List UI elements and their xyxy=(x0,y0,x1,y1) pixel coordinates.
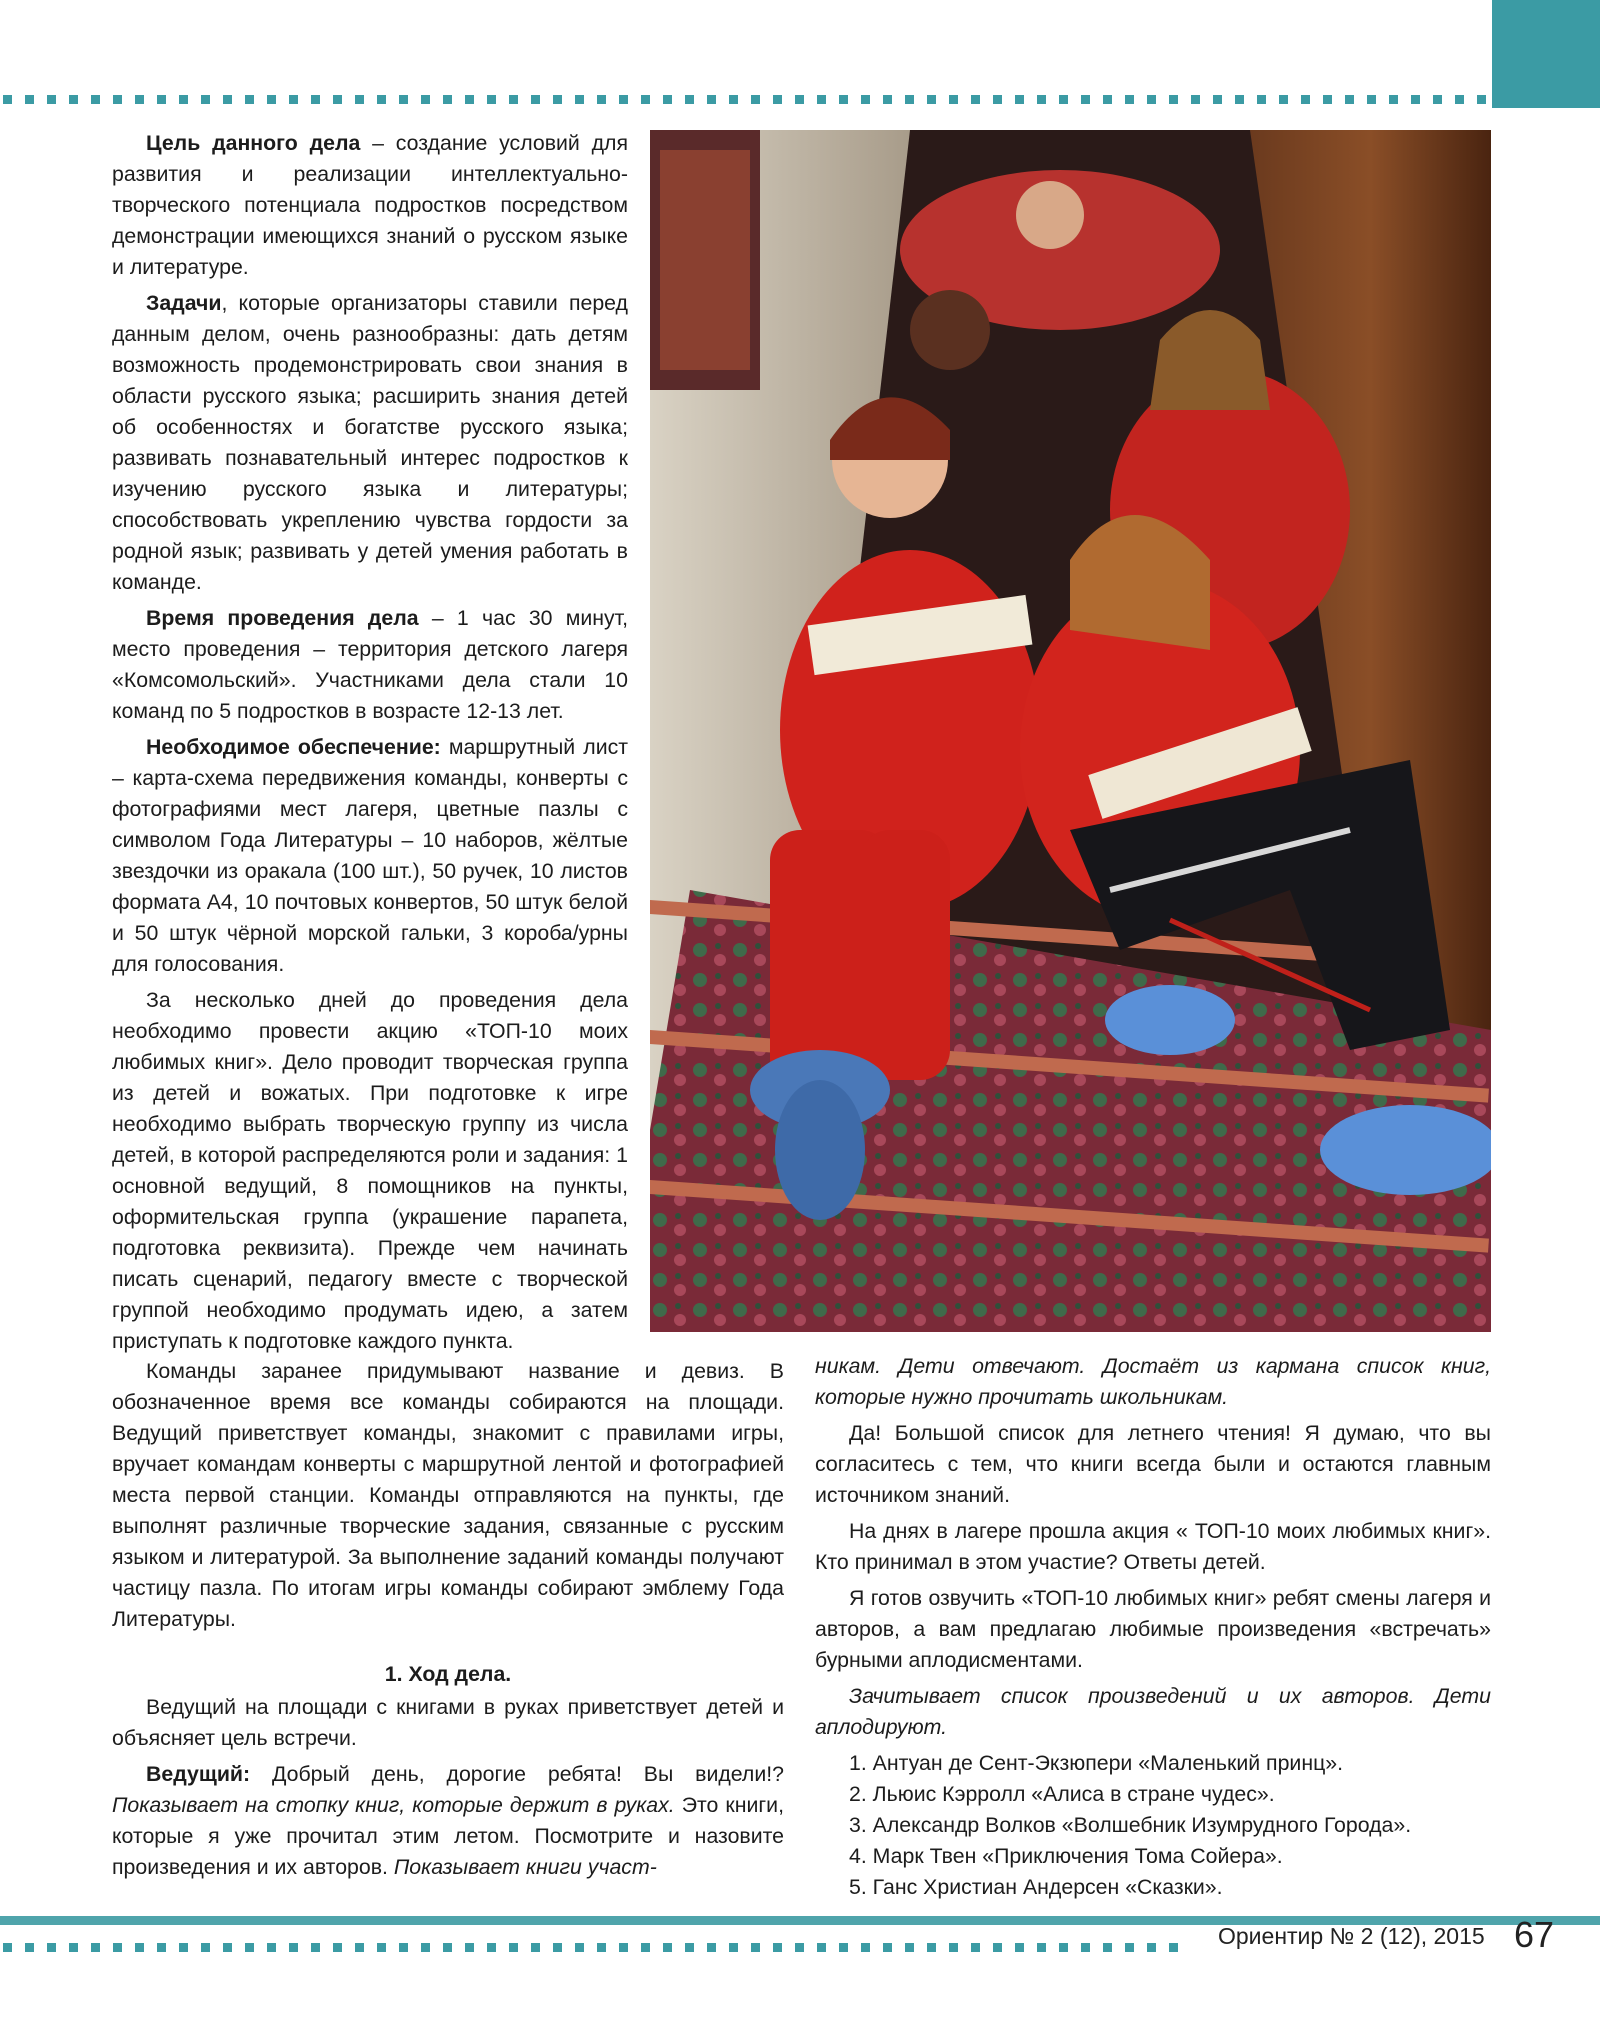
rule-dot xyxy=(1037,95,1046,104)
rule-dot xyxy=(971,1943,980,1952)
rule-dot xyxy=(267,1943,276,1952)
rule-dot xyxy=(1257,95,1266,104)
rule-dot xyxy=(113,1943,122,1952)
paragraph-teams: Команды заранее придумывают название и девиз. В обозначенное время все команды собираются на площади. Ведущий приветствует команды, знакомит с правилами игры, вручает командам конверты с маршрутной лентой и фотографией места первой станции. Команды отправляются на пункты, где выполнят различные творческие задания, связанные с русским языком и литературой. За выполнение заданий команды получают частицу пазла. По итогам игры команды собирают эмблему Года Литературы. xyxy=(112,1359,784,1631)
list-item: 1. Антуан де Сент-Экзюпери «Маленький принц». xyxy=(849,1751,1344,1775)
paragraph-preparation: За несколько дней до проведения дела необходимо провести акцию «ТОП-10 моих любимых книг». Дело проводит творческая группа из детей и вожатых. При подготовке к игре необходимо выбрать творческую группу из числа детей, в которой распределяются роли и задания: 1 основной ведущий, 8 помощников на пункты, оформительская группа (украшение парапета, подготовка реквизита). Прежде чем начинать писать сценарий, педагогу вместе с творческой группой необходимо продумать идею, а затем приступать к подготовке каждого пункта. xyxy=(112,988,628,1353)
rule-dot xyxy=(993,1943,1002,1952)
rule-dot xyxy=(465,1943,474,1952)
paragraph-host-intro: Ведущий на площади с книгами в руках приветствует детей и объясняет цель встречи. xyxy=(112,1695,784,1750)
label-tasks: Задачи xyxy=(146,291,222,315)
paragraph-reads-list: Зачитывает список произведений и их авторов. Дети аплодируют. xyxy=(815,1684,1491,1739)
rule-dot xyxy=(399,1943,408,1952)
corner-tab xyxy=(1492,0,1600,108)
rule-dot xyxy=(817,95,826,104)
rule-dot xyxy=(553,1943,562,1952)
rule-dot xyxy=(1389,95,1398,104)
rule-dot xyxy=(1279,95,1288,104)
rule-dot xyxy=(509,1943,518,1952)
rule-dot xyxy=(113,95,122,104)
rule-dot xyxy=(729,95,738,104)
rule-dot xyxy=(355,1943,364,1952)
rule-dot xyxy=(949,95,958,104)
rule-dot xyxy=(1345,95,1354,104)
rule-dot xyxy=(311,95,320,104)
rule-dot xyxy=(1125,1943,1134,1952)
rule-dot xyxy=(1103,95,1112,104)
rule-dot xyxy=(201,1943,210,1952)
rule-dot xyxy=(861,95,870,104)
rule-dot xyxy=(971,95,980,104)
rule-dot xyxy=(773,95,782,104)
rule-dot xyxy=(707,95,716,104)
list-item: 5. Ганс Христиан Андерсен «Сказки». xyxy=(849,1875,1223,1899)
rule-dot xyxy=(1367,95,1376,104)
rule-dot xyxy=(773,1943,782,1952)
rule-dot xyxy=(333,1943,342,1952)
rule-dot xyxy=(355,95,364,104)
rule-dot xyxy=(949,1943,958,1952)
paragraph-goal: Цель данного дела – создание условий для развития и реализации интеллектуально-творческого потенциала подростков посредством демонстрации имеющихся знаний о русском языке и литературе. xyxy=(112,131,628,279)
rule-dot xyxy=(751,95,760,104)
rule-dot xyxy=(377,1943,386,1952)
rule-dot xyxy=(751,1943,760,1952)
rule-dot xyxy=(1169,1943,1178,1952)
rule-dot xyxy=(597,95,606,104)
rule-dot xyxy=(663,95,672,104)
rule-dot xyxy=(839,1943,848,1952)
rule-dot xyxy=(839,95,848,104)
paragraph-big-list: Да! Большой список для летнего чтения! Я думаю, что вы согласитесь с тем, что книги всегда были и остаются главным источником знаний. xyxy=(815,1421,1491,1507)
rule-dot xyxy=(1059,1943,1068,1952)
rule-dot xyxy=(245,1943,254,1952)
label-goal: Цель данного дела xyxy=(146,131,361,155)
rule-dot xyxy=(157,95,166,104)
rule-dot xyxy=(377,95,386,104)
list-item: 2. Льюис Кэрролл «Алиса в стране чудес». xyxy=(849,1782,1275,1806)
rule-dot xyxy=(201,95,210,104)
rule-dot xyxy=(729,1943,738,1952)
left-column-top xyxy=(112,128,628,1362)
rule-dot xyxy=(531,1943,540,1952)
section-heading: 1. Ход дела. xyxy=(384,1662,512,1686)
rule-dot xyxy=(487,95,496,104)
rule-dot xyxy=(905,95,914,104)
rule-dot xyxy=(289,1943,298,1952)
rule-dot xyxy=(1059,95,1068,104)
bottom-dotted-rule xyxy=(0,1943,1200,1952)
rule-dot xyxy=(69,95,78,104)
paragraph-time: Время проведения дела – 1 час 30 минут, место проведения – территория детского лагеря «Комсомольский». Участниками дела стали 10 команд по 5 подростков в возрасте 12-13 лет. xyxy=(112,606,628,723)
rule-dot xyxy=(3,95,12,104)
rule-dot xyxy=(1323,95,1332,104)
paragraph-top10-action: На днях в лагере прошла акция « ТОП-10 моих любимых книг». Кто принимал в этом участие? Ответы детей. xyxy=(815,1519,1491,1574)
rule-dot xyxy=(553,95,562,104)
rule-dot xyxy=(795,95,804,104)
paragraph-equipment: Необходимое обеспечение: маршрутный лист – карта-схема передвижения команды, конверты с фотографиями мест лагеря, цветные пазлы с символом Года Литературы – 10 наборов, жёлтые звездочки из оракала (100 шт.), 50 ручек, 10 листов формата А4, 10 почтовых конвертов, 50 штук белой и 50 штук чёрной морской гальки, 3 короба/урны для голосования. xyxy=(112,735,628,976)
label-equipment: Необходимое обеспечение: xyxy=(146,735,441,759)
list-item: 3. Александр Волков «Волшебник Изумрудного Города». xyxy=(849,1813,1412,1837)
rule-dot xyxy=(1015,95,1024,104)
photo-children-reading xyxy=(650,130,1491,1332)
rule-dot xyxy=(1169,95,1178,104)
label-time: Время проведения дела xyxy=(146,606,419,630)
paragraph-announce: Я готов озвучить «ТОП-10 любимых книг» ребят смены лагеря и авторов, а вам предлагаю любимые произведения «встречать» бурными аплодисментами. xyxy=(815,1586,1491,1672)
rule-dot xyxy=(3,1943,12,1952)
rule-dot xyxy=(311,1943,320,1952)
paragraph-continued: никам. Дети отвечают. Достаёт из кармана список книг, которые нужно прочитать школьникам. xyxy=(815,1354,1491,1409)
rule-dot xyxy=(443,1943,452,1952)
rule-dot xyxy=(883,95,892,104)
rule-dot xyxy=(1455,95,1464,104)
rule-dot xyxy=(421,95,430,104)
rule-dot xyxy=(641,95,650,104)
rule-dot xyxy=(333,95,342,104)
paragraph-tasks: Задачи, которые организаторы ставили перед данным делом, очень разнообразны: дать детям возможность продемонстрировать свои знания в области русского языка; расширить знания детей об особенностях и богатстве русского языка; развивать познавательный интерес подростков к изучению русского языка и литературы; способствовать укреплению чувства гордости за родной язык; развивать у детей умения работать в команде. xyxy=(112,291,628,594)
rule-dot xyxy=(487,1943,496,1952)
paragraph-host-speech: Ведущий: Добрый день, дорогие ребята! Вы видели!? Показывает на стопку книг, которые держит в руках. Это книги, которые я уже прочитал этим летом. Посмотрите и назовите произведения и их авторов. Показывает книги участ- xyxy=(112,1762,784,1879)
rule-dot xyxy=(1191,95,1200,104)
rule-dot xyxy=(421,1943,430,1952)
rule-dot xyxy=(47,1943,56,1952)
rule-dot xyxy=(795,1943,804,1952)
rule-dot xyxy=(1103,1943,1112,1952)
rule-dot xyxy=(91,1943,100,1952)
rule-dot xyxy=(883,1943,892,1952)
rule-dot xyxy=(641,1943,650,1952)
rule-dot xyxy=(1147,95,1156,104)
rule-dot xyxy=(531,95,540,104)
rule-dot xyxy=(1081,95,1090,104)
rule-dot xyxy=(1125,95,1134,104)
rule-dot xyxy=(267,95,276,104)
rule-dot xyxy=(1477,95,1486,104)
rule-dot xyxy=(707,1943,716,1952)
rule-dot xyxy=(619,1943,628,1952)
journal-issue: Ориентир № 2 (12), 2015 xyxy=(1218,1923,1485,1949)
rule-dot xyxy=(443,95,452,104)
rule-dot xyxy=(245,95,254,104)
rule-dot xyxy=(223,1943,232,1952)
list-item: 4. Марк Твен «Приключения Тома Сойера». xyxy=(849,1844,1283,1868)
rule-dot xyxy=(927,95,936,104)
rule-dot xyxy=(575,1943,584,1952)
rule-dot xyxy=(135,95,144,104)
rule-dot xyxy=(597,1943,606,1952)
rule-dot xyxy=(465,95,474,104)
rule-dot xyxy=(223,95,232,104)
rule-dot xyxy=(25,95,34,104)
rule-dot xyxy=(993,95,1002,104)
rule-dot xyxy=(1147,1943,1156,1952)
rule-dot xyxy=(289,95,298,104)
rule-dot xyxy=(91,95,100,104)
rule-dot xyxy=(619,95,628,104)
rule-dot xyxy=(25,1943,34,1952)
rule-dot xyxy=(663,1943,672,1952)
rule-dot xyxy=(1037,1943,1046,1952)
rule-dot xyxy=(399,95,408,104)
rule-dot xyxy=(179,95,188,104)
rule-dot xyxy=(1213,95,1222,104)
rule-dot xyxy=(1015,1943,1024,1952)
rule-dot xyxy=(1081,1943,1090,1952)
rule-dot xyxy=(69,1943,78,1952)
rule-dot xyxy=(905,1943,914,1952)
page-number: 67 xyxy=(1514,1914,1555,1955)
label-host: Ведущий: xyxy=(146,1762,251,1786)
rule-dot xyxy=(575,95,584,104)
rule-dot xyxy=(685,95,694,104)
rule-dot xyxy=(509,95,518,104)
rule-dot xyxy=(1411,95,1420,104)
left-column-bottom xyxy=(112,1356,784,1888)
rule-dot xyxy=(47,95,56,104)
rule-dot xyxy=(135,1943,144,1952)
rule-dot xyxy=(861,1943,870,1952)
rule-dot xyxy=(817,1943,826,1952)
rule-dot xyxy=(1235,95,1244,104)
rule-dot xyxy=(179,1943,188,1952)
rule-dot xyxy=(1301,95,1310,104)
right-column xyxy=(815,1351,1491,1903)
top-dotted-rule xyxy=(0,95,1490,104)
rule-dot xyxy=(927,1943,936,1952)
rule-dot xyxy=(1433,95,1442,104)
rule-dot xyxy=(685,1943,694,1952)
rule-dot xyxy=(157,1943,166,1952)
